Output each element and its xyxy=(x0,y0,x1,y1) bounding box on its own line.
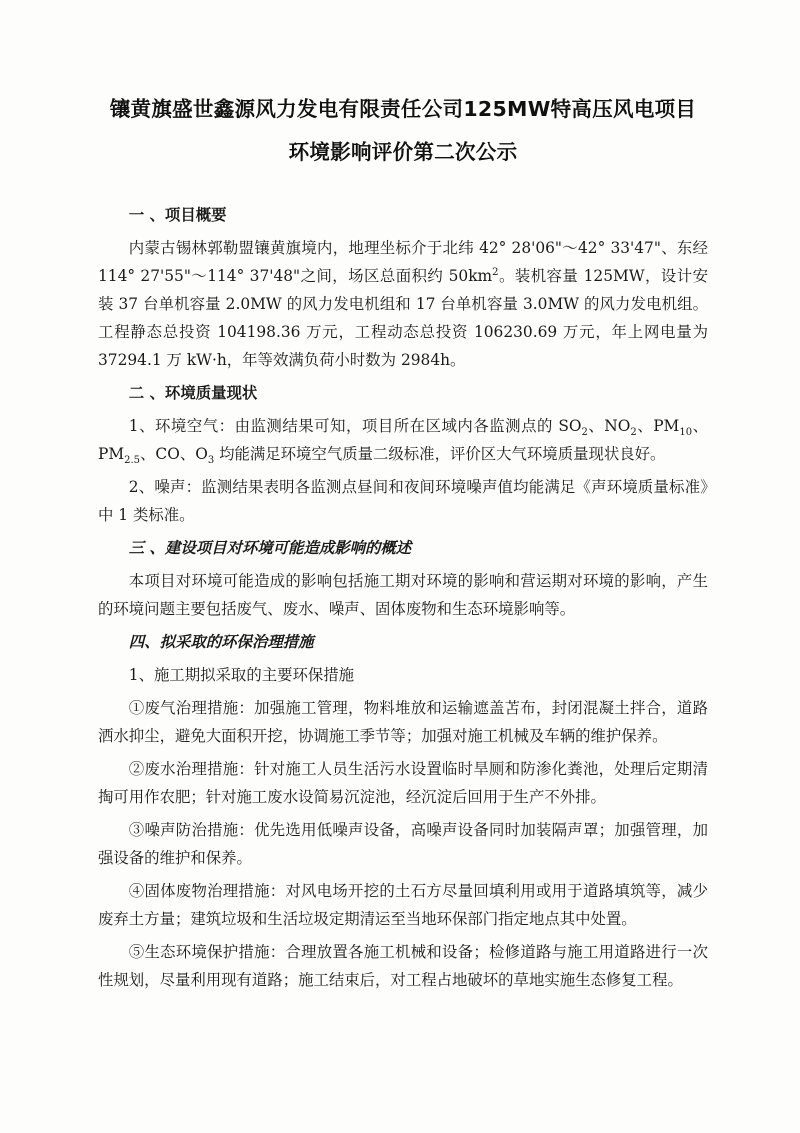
measure-item: ①废气治理措施：加强施工管理，物料堆放和运输遮盖苫布，封闭混凝土拌合，道路洒水抑尘，避免大面积开挖，协调施工季节等；加强对施工机械及车辆的维护保养。 xyxy=(98,699,708,745)
air-sub-5: 3 xyxy=(207,455,215,467)
document-title xyxy=(98,88,708,174)
measure-item: ④固体废物治理措施：对风电场开挖的土石方尽量回填利用或用于道路填筑等，减少废弃土方量；建筑垃圾和生活垃圾定期清运至当地环保部门指定地点其中处置。 xyxy=(98,882,708,928)
air-text-1: 1、环境空气：由监测结果可知，项目所在区域内各监测点的 SO xyxy=(128,417,582,435)
section-heading-measures: 四、拟采取的环保治理措施 xyxy=(128,633,314,651)
section-heading-impact: 三 、建设项目对环境可能造成影响的概述 xyxy=(128,539,412,557)
section-heading-overview: 一 、项目概要 xyxy=(128,206,227,224)
overview-text-a: 内蒙古锡林郭勒盟镶黄旗境内，地理坐标介于北纬 42° 28'06"～42° 33'47"、东经 114° 27'55"～114° 37'48"之间，场区总面积约 50km xyxy=(98,239,708,285)
impact-paragraph: 本项目对环境可能造成的影响包括施工期对环境的影响和营运期对环境的影响，产生的环境问题主要包括废气、废水、噪声、固体废物和生态环境影响等。 xyxy=(98,572,708,618)
air-sub-1: 2 xyxy=(581,427,588,439)
measure-item: ③噪声防治措施：优先选用低噪声设备，高噪声设备同时加装隔声罩；加强管理，加强设备的维护和保养。 xyxy=(98,821,708,867)
noise-paragraph: 2、噪声：监测结果表明各监测点昼间和夜间环境噪声值均能满足《声环境质量标准》中 1 类标准。 xyxy=(98,478,708,524)
section-heading-quality: 二 、环境质量现状 xyxy=(128,384,258,402)
air-text-2: 、NO xyxy=(587,417,631,435)
title-line-1: 镶黄旗盛世鑫源风力发电有限责任公司125MW特高压风电项目 xyxy=(109,97,697,121)
measure-item: ⑤生态环境保护措施：合理放置各施工机械和设备；检修道路与施工用道路进行一次性规划，尽量利用现有道路；施工结束后，对工程占地破坏的草地实施生态修复工程。 xyxy=(98,943,708,989)
overview-text-b: 。装机容量 125MW，设计安装 37 台单机容量 2.0MW 的风力发电机组和 17 台单机容量 3.0MW 的风力发电机组。工程静态总投资 104198.36 万元，工程动态总投资 106230.69 万元，年上网电量为 37294.1 万 kW·h，年等效满负荷小时数为 2984h。 xyxy=(98,267,708,369)
air-sub-4: 2.5 xyxy=(124,455,141,467)
air-text-5: 、CO、O xyxy=(140,445,208,463)
overview-sup: 2 xyxy=(492,266,499,278)
air-text-6: 均能满足环境空气质量二级标准，评价区大气环境质量现状良好。 xyxy=(214,445,666,463)
measure-item: ②废水治理措施：针对施工人员生活污水设置临时旱厕和防渗化粪池，处理后定期清掏可用作农肥；针对施工废水设简易沉淀池，经沉淀后回用于生产不外排。 xyxy=(98,760,708,806)
document-body xyxy=(98,201,708,994)
measures-subheading: 1、施工期拟采取的主要环保措施 xyxy=(128,666,355,684)
overview-paragraph xyxy=(98,234,708,374)
title-line-2: 环境影响评价第二次公示 xyxy=(288,140,518,164)
air-sub-2: 2 xyxy=(630,427,637,439)
air-text-3: 、PM xyxy=(636,417,680,435)
air-text-4: 、PM xyxy=(98,417,708,463)
air-sub-3: 10 xyxy=(679,427,693,439)
air-quality-paragraph xyxy=(98,412,708,468)
